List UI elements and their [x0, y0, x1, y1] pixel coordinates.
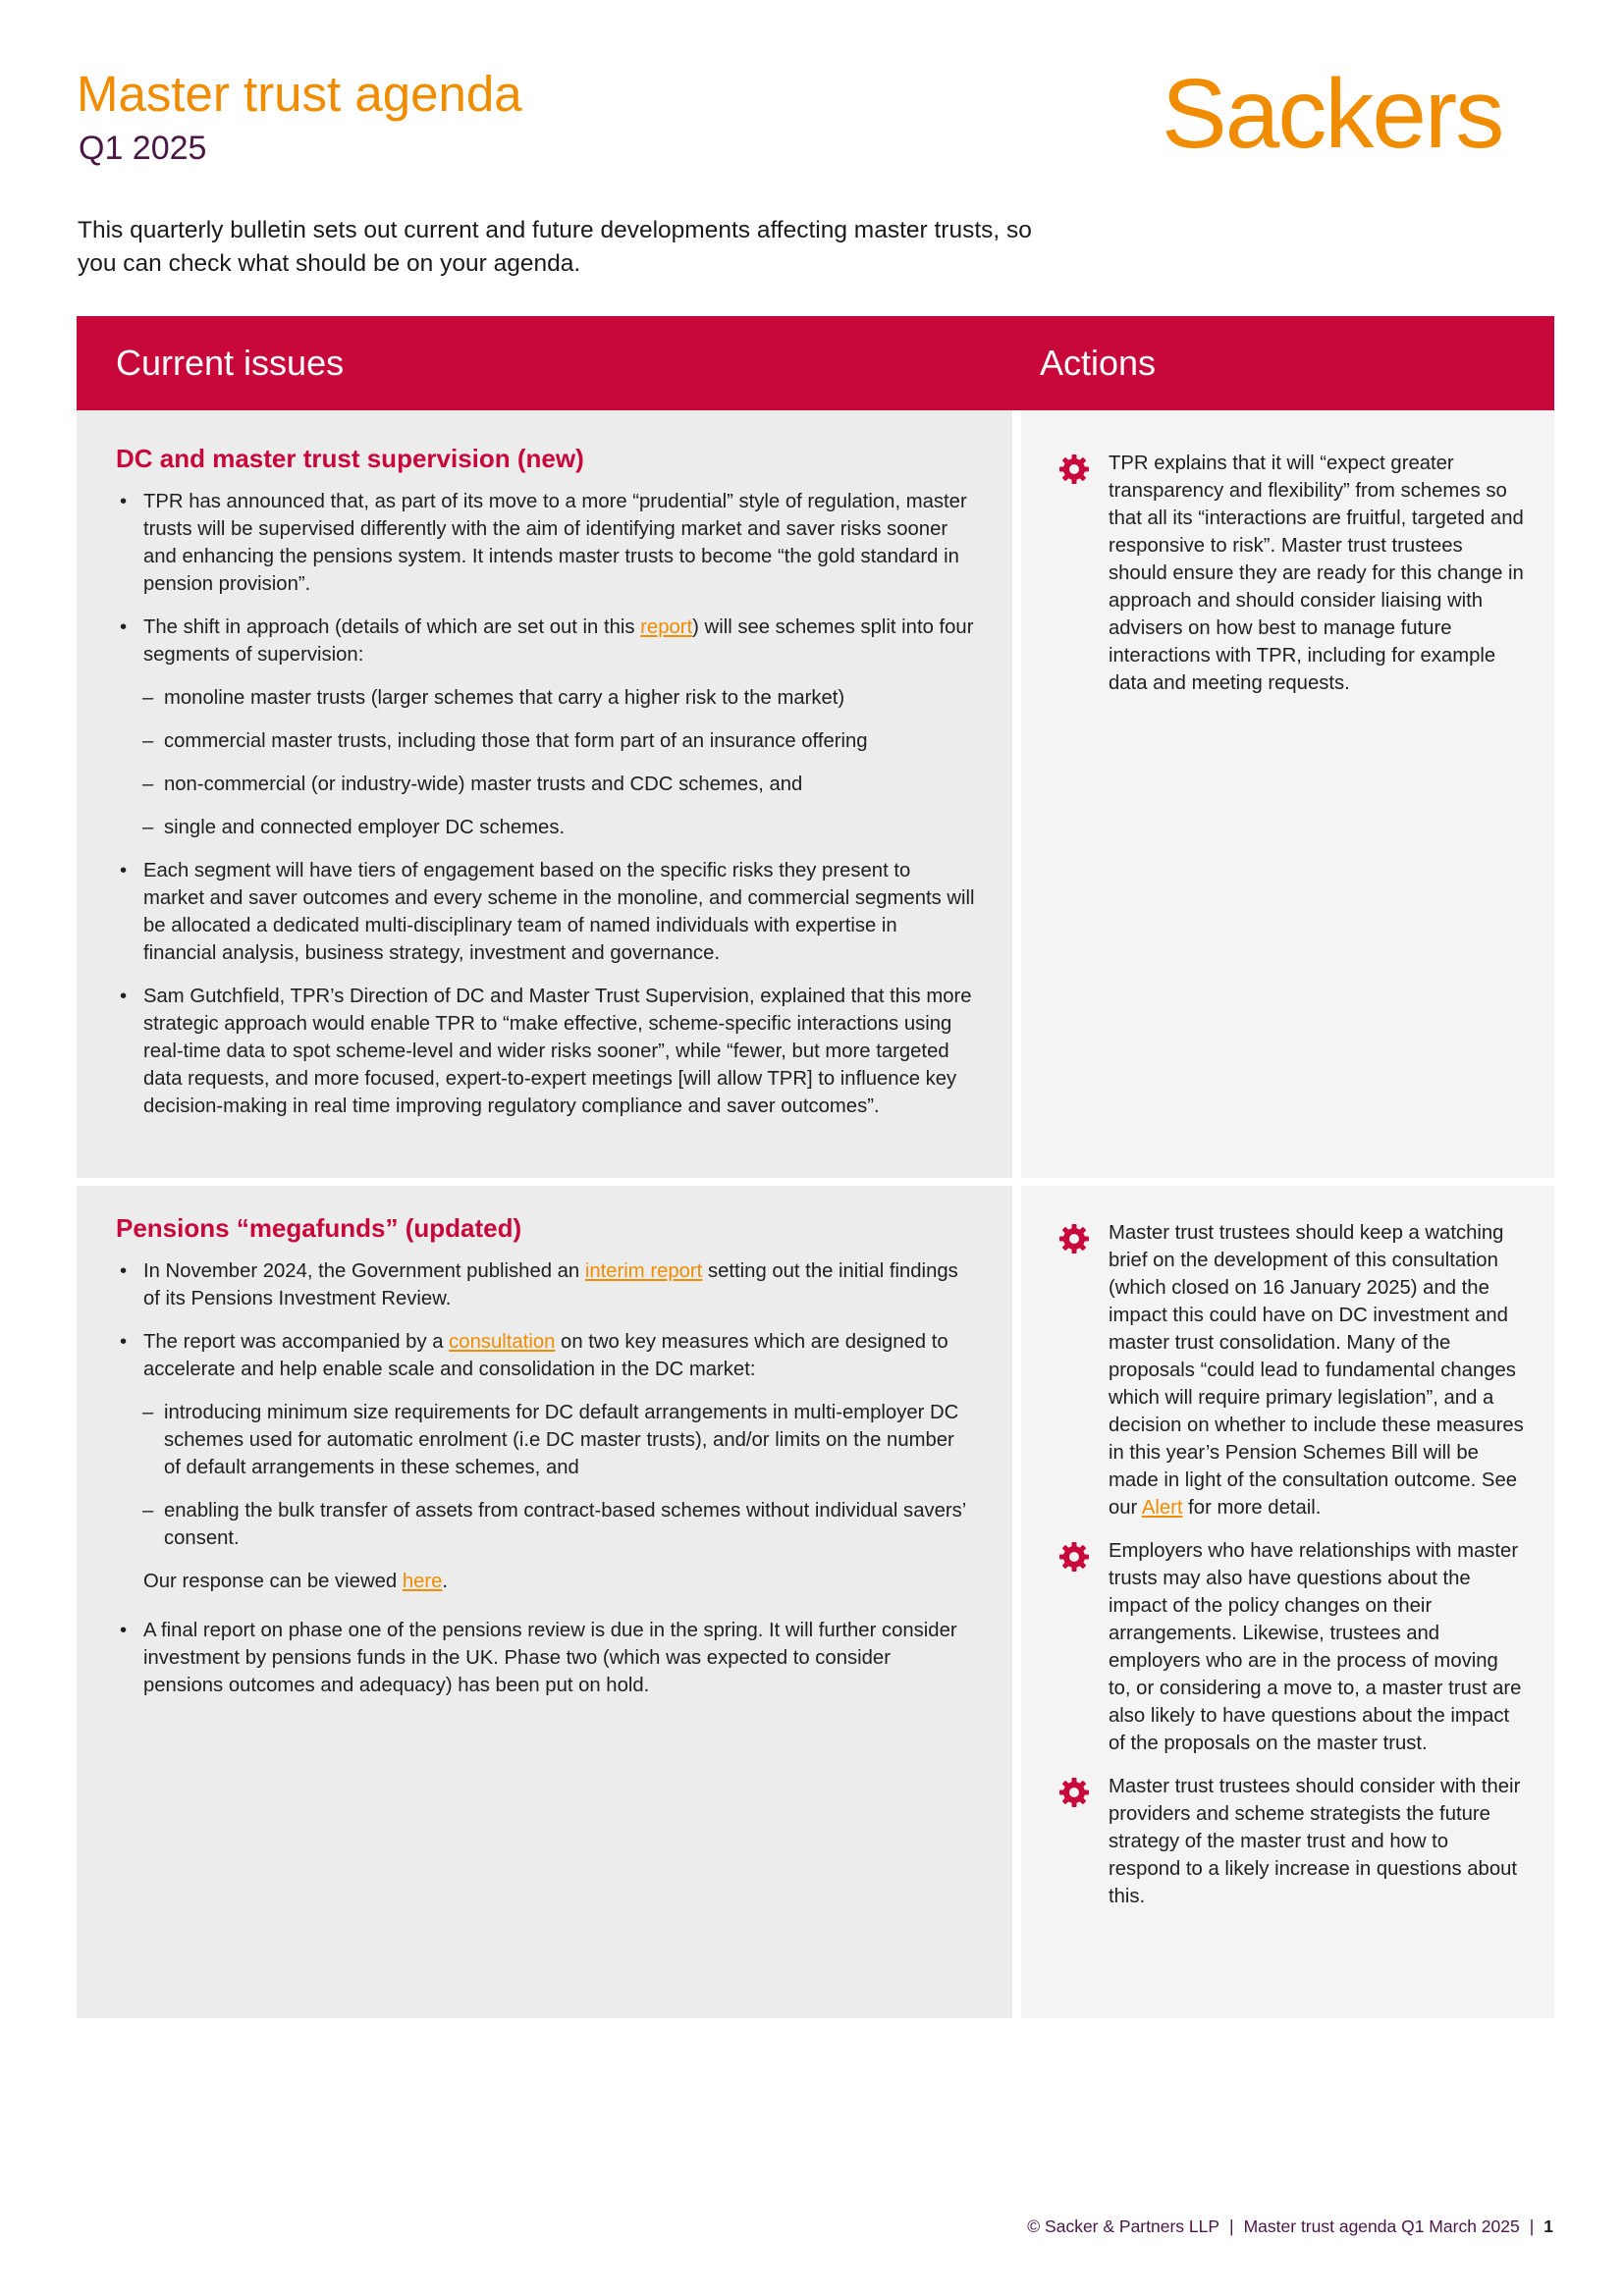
- document-title: Master trust agenda: [77, 66, 522, 122]
- section1-bullet-1: • TPR has announced that, as part of its move to a more “prudential” style of regulation, master trusts will be supervised differently with the aim of identifying market and saver risks sooner and enhancing the pensions system. It intends master trusts to become “the gold standard in pension provision”.: [116, 488, 975, 598]
- section1-bullet-3: • Each segment will have tiers of engagement based on the specific risks they present to market and saver outcomes and every scheme in the monoline, and commercial segments will be allocated a dedicated multi-disciplinary team of named individuals with expertise in financial analysis, business strategy, investment and governance.: [116, 857, 975, 967]
- interim-report-link[interactable]: interim report: [584, 1260, 703, 1283]
- segment-item-3: – non-commercial (or industry-wide) master trusts and CDC schemes, and: [116, 771, 975, 798]
- section2-title: Pensions “megafunds” (updated): [116, 1213, 522, 1243]
- section1-actions: [1021, 410, 1554, 1178]
- segment-item-2: – commercial master trusts, including those that form part of an insurance offering: [116, 727, 975, 755]
- section2-issues: [77, 1186, 1012, 2018]
- measure-item-2: – enabling the bulk transfer of assets from contract-based schemes without individual savers’ consent.: [116, 1497, 975, 1552]
- section2-bullet-1: • In November 2024, the Government published an interim report setting out the initial findings of its Pensions Investment Review.: [116, 1257, 975, 1312]
- consultation-link[interactable]: consultation: [449, 1331, 556, 1354]
- section2-bullet-2: • The report was accompanied by a consultation on two key measures which are designed to accelerate and help enable scale and consolidation in the DC market:: [116, 1328, 975, 1383]
- section2-action-3: Master trust trustees should consider with their providers and scheme strategists the future strategy of the master trust and how to respond to a likely increase in questions about this.: [1041, 1773, 1525, 1910]
- footer-document: Master trust agenda Q1 March 2025: [1243, 2216, 1520, 2236]
- response-note: Our response can be viewed here.: [143, 1571, 449, 1593]
- sackers-logo: Sackers: [1162, 59, 1503, 169]
- footer-copyright: © Sacker & Partners LLP: [1027, 2216, 1220, 2236]
- current-issues-heading: Current issues: [116, 343, 345, 383]
- intro-paragraph: This quarterly bulletin sets out current and future developments affecting master trusts, so you can check what should be on your agenda.: [78, 217, 1032, 277]
- section1-bullet-4: • Sam Gutchfield, TPR’s Direction of DC and Master Trust Supervision, explained that this more strategic approach would enable TPR to “make effective, scheme-specific interactions using real-time data to spot scheme-level and wider risks sooner”, while “fewer, but more targeted data requests, and more focused, expert-to-expert meetings [will allow TPR] to influence key decision-making in real time improving regulatory compliance and saver outcomes”.: [116, 983, 975, 1120]
- gear-icon: [1058, 1541, 1090, 1573]
- here-link[interactable]: here: [402, 1571, 443, 1593]
- report-link[interactable]: report: [640, 616, 693, 639]
- segment-item-1: – monoline master trusts (larger schemes that carry a higher risk to the market): [116, 684, 975, 712]
- segment-item-4: – single and connected employer DC schemes.: [116, 814, 975, 841]
- section2-bullet-3: • A final report on phase one of the pensions review is due in the spring. It will further consider investment by pensions funds in the UK. Phase two (which was expected to consider pensions outcomes and adequacy) has been put on hold.: [116, 1617, 975, 1699]
- gear-icon: [1058, 1777, 1090, 1808]
- section2-action-2: Employers who have relationships with master trusts may also have questions about the impact of the policy changes on their arrangements. Likewise, trustees and employers who are in the process of moving to, or considering a move to, a master trust are also likely to have questions about the impact of the proposals on the master trust.: [1041, 1537, 1525, 1757]
- page-number: 1: [1543, 2216, 1553, 2236]
- section1-issues: [77, 410, 1012, 1178]
- section1-bullet-2: • The shift in approach (details of which are set out in this report) will see schemes split into four segments of supervision:: [116, 614, 975, 668]
- measure-item-1: – introducing minimum size requirements for DC default arrangements in multi-employer DC schemes used for automatic enrolment (i.e DC master trusts), and/or limits on the number of default arrangements in these schemes, and: [116, 1399, 975, 1481]
- alert-link[interactable]: Alert: [1141, 1497, 1183, 1519]
- section1-title: DC and master trust supervision (new): [116, 444, 584, 473]
- document-subtitle: Q1 2025: [79, 130, 207, 167]
- gear-icon: [1058, 1223, 1090, 1255]
- page-footer: © Sacker & Partners LLP | Master trust agenda Q1 March 2025 | 1: [1027, 2216, 1553, 2236]
- section2-actions: [1021, 1186, 1554, 2018]
- gear-icon: [1058, 454, 1090, 485]
- section1-action-1: TPR explains that it will “expect greater transparency and flexibility” from schemes so that all its “interactions are fruitful, targeted and responsive to risk”. Master trust trustees should ensure they are ready for this change in approach and should consider liaising with advisers on how best to manage future interactions with TPR, including for example data and meeting requests.: [1041, 450, 1525, 697]
- table-header: [77, 316, 1554, 410]
- section2-action-1: Master trust trustees should keep a watching brief on the development of this consultation (which closed on 16 January 2025) and the impact this could have on DC investment and master trust consolidation. Many of the proposals “could lead to fundamental changes which will require primary legislation”, and a decision on whether to include these measures in this year’s Pension Schemes Bill will be made in light of the consultation outcome. See our Alert for more detail.: [1041, 1219, 1525, 1522]
- actions-heading: Actions: [1040, 343, 1157, 383]
